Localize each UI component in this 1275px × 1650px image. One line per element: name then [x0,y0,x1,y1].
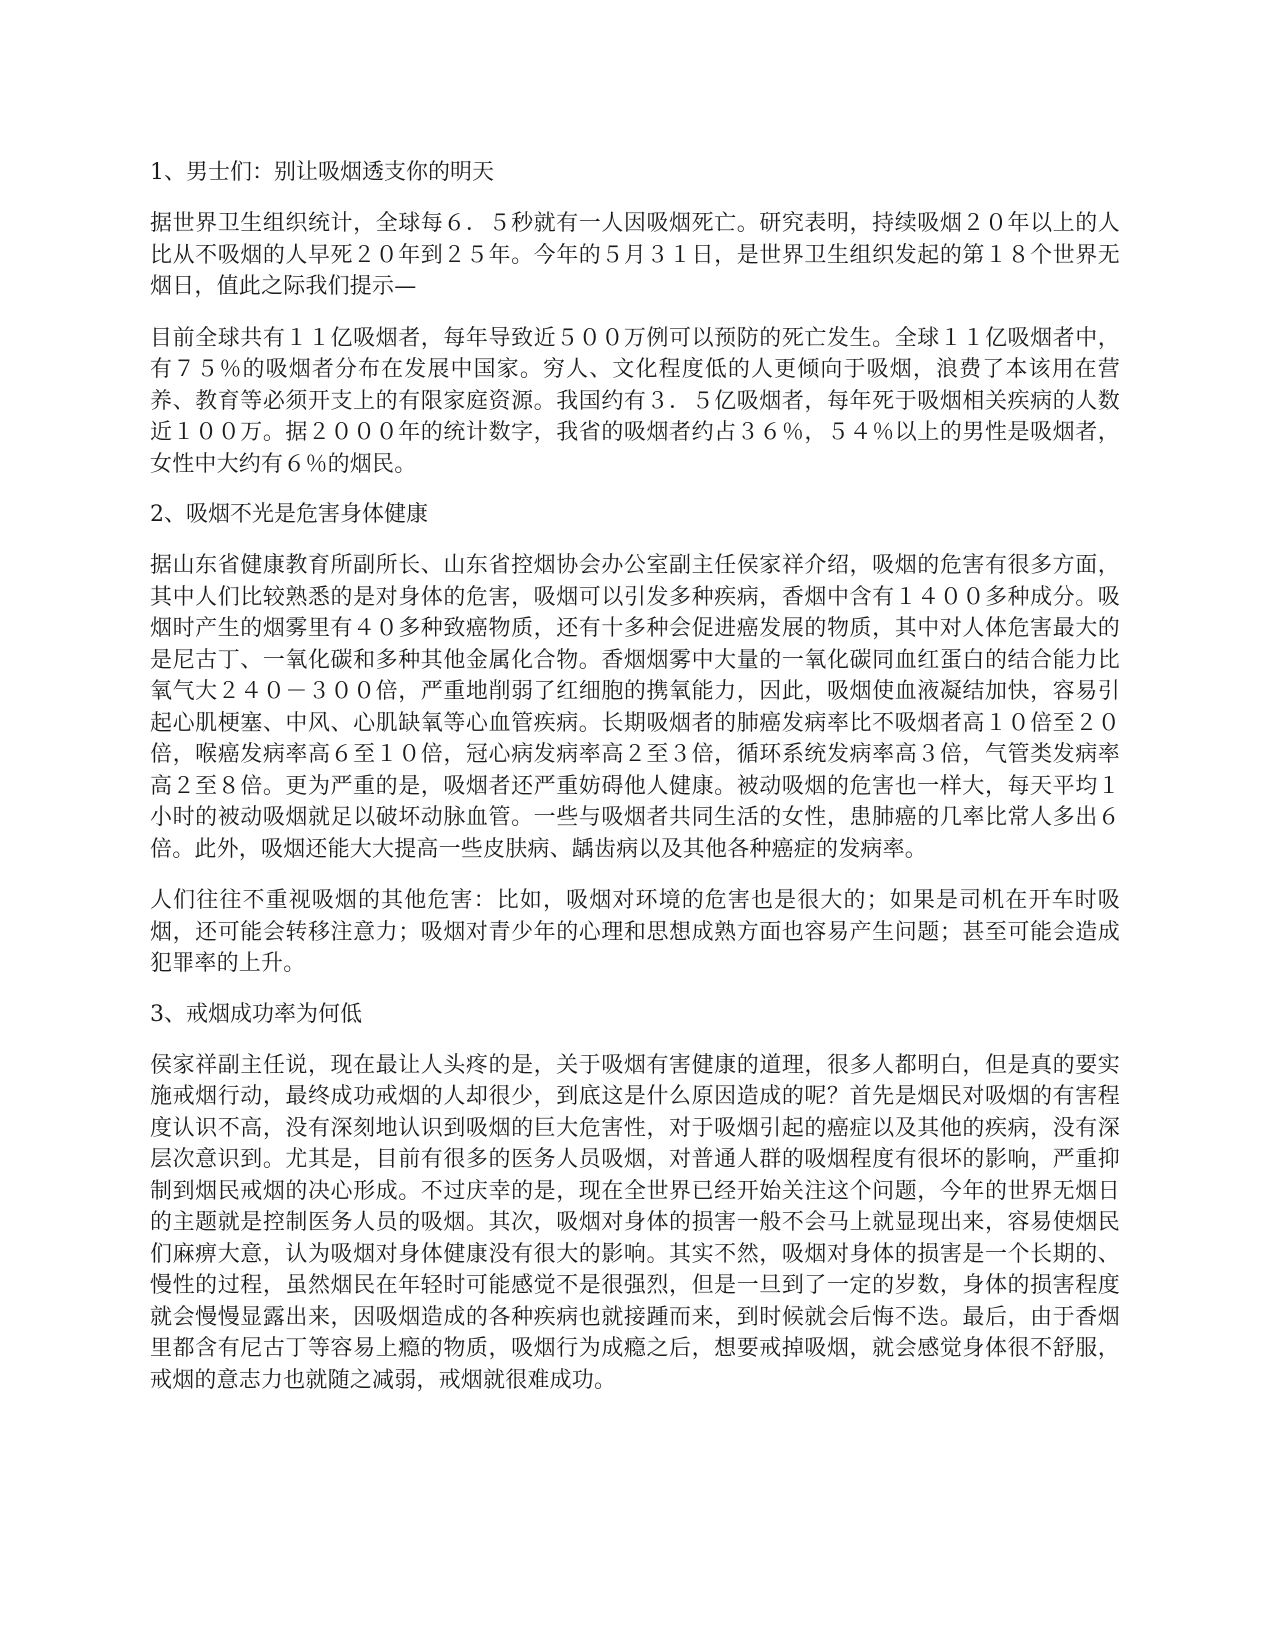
paragraph: 据山东省健康教育所副所长、山东省控烟协会办公室副主任侯家祥介绍，吸烟的危害有很多方面，其中人们比较熟悉的是对身体的危害，吸烟可以引发多种疾病，香烟中含有１４００多种成分。吸烟时产生的烟雾里有４０多种致癌物质，还有十多种会促进癌发展的物质，其中对人体危害最大的是尼古丁、一氧化碳和多种其他金属化合物。香烟烟雾中大量的一氧化碳同血红蛋白的结合能力比氧气大２４０－３００倍，严重地削弱了红细胞的携氧能力，因此，吸烟使血液凝结加快，容易引起心肌梗塞、中风、心肌缺氧等心血管疾病。长期吸烟者的肺癌发病率比不吸烟者高１０倍至２０倍，喉癌发病率高６至１０倍，冠心病发病率高２至３倍，循环系统发病率高３倍，气管类发病率高２至８倍。更为严重的是，吸烟者还严重妨碍他人健康。被动吸烟的危害也一样大，每天平均１小时的被动吸烟就足以破坏动脉血管。一些与吸烟者共同生活的女性，患肺癌的几率比常人多出６倍。此外，吸烟还能大大提高一些皮肤病、龋齿病以及其他各种癌症的发病率。 [150,553,1120,862]
section-heading: 2、吸烟不光是危害身体健康 [150,502,428,527]
paragraph: 目前全球共有１１亿吸烟者，每年导致近５００万例可以预防的死亡发生。全球１１亿吸烟者中，有７５％的吸烟者分布在发展中国家。穷人、文化程度低的人更倾向于吸烟，浪费了本该用在营养、教育等必须开支上的有限家庭资源。我国约有３．５亿吸烟者，每年死于吸烟相关疾病的人数近１００万。据２０００年的统计数字，我省的吸烟者约占３６％，５４％以上的男性是吸烟者，女性中大约有６％的烟民。 [150,325,1120,477]
paragraph: 侯家祥副主任说，现在最让人头疼的是，关于吸烟有害健康的道理，很多人都明白，但是真的要实施戒烟行动，最终成功戒烟的人却很少，到底这是什么原因造成的呢？首先是烟民对吸烟的有害程度认识不高，没有深刻地认识到吸烟的巨大危害性，对于吸烟引起的癌症以及其他的疾病，没有深层次意识到。尤其是，目前有很多的医务人员吸烟，对普通人群的吸烟程度有很坏的影响，严重抑制到烟民戒烟的决心形成。不过庆幸的是，现在全世界已经开始关注这个问题，今年的世界无烟日的主题就是控制医务人员的吸烟。其次，吸烟对身体的损害一般不会马上就显现出来，容易使烟民们麻痹大意，认为吸烟对身体健康没有很大的影响。其实不然，吸烟对身体的损害是一个长期的、慢性的过程，虽然烟民在年轻时可能感觉不是很强烈，但是一旦到了一定的岁数，身体的损害程度就会慢慢显露出来，因吸烟造成的各种疾病也就接踵而来，到时候就会后悔不迭。最后，由于香烟里都含有尼古丁等容易上瘾的物质，吸烟行为成瘾之后，想要戒掉吸烟，就会感觉身体很不舒服，戒烟的意志力也就随之减弱，戒烟就很难成功。 [150,1052,1120,1393]
paragraph: 据世界卫生组织统计，全球每６．５秒就有一人因吸烟死亡。研究表明，持续吸烟２０年以上的人比从不吸烟的人早死２０年到２５年。今年的５月３１日，是世界卫生组织发起的第１８个世界无烟日，值此之际我们提示— [150,211,1120,299]
paragraph: 人们往往不重视吸烟的其他危害：比如，吸烟对环境的危害也是很大的；如果是司机在开车时吸烟，还可能会转移注意力；吸烟对青少年的心理和思想成熟方面也容易产生问题；甚至可能会造成犯罪率的上升。 [150,888,1120,976]
section-heading: 1、男士们：别让吸烟透支你的明天 [150,160,494,185]
section-heading: 3、戒烟成功率为何低 [150,1001,362,1027]
document-page [150,158,1120,1416]
section-2 [150,500,1120,980]
section-1 [150,158,1120,480]
section-3 [150,1000,1120,1397]
